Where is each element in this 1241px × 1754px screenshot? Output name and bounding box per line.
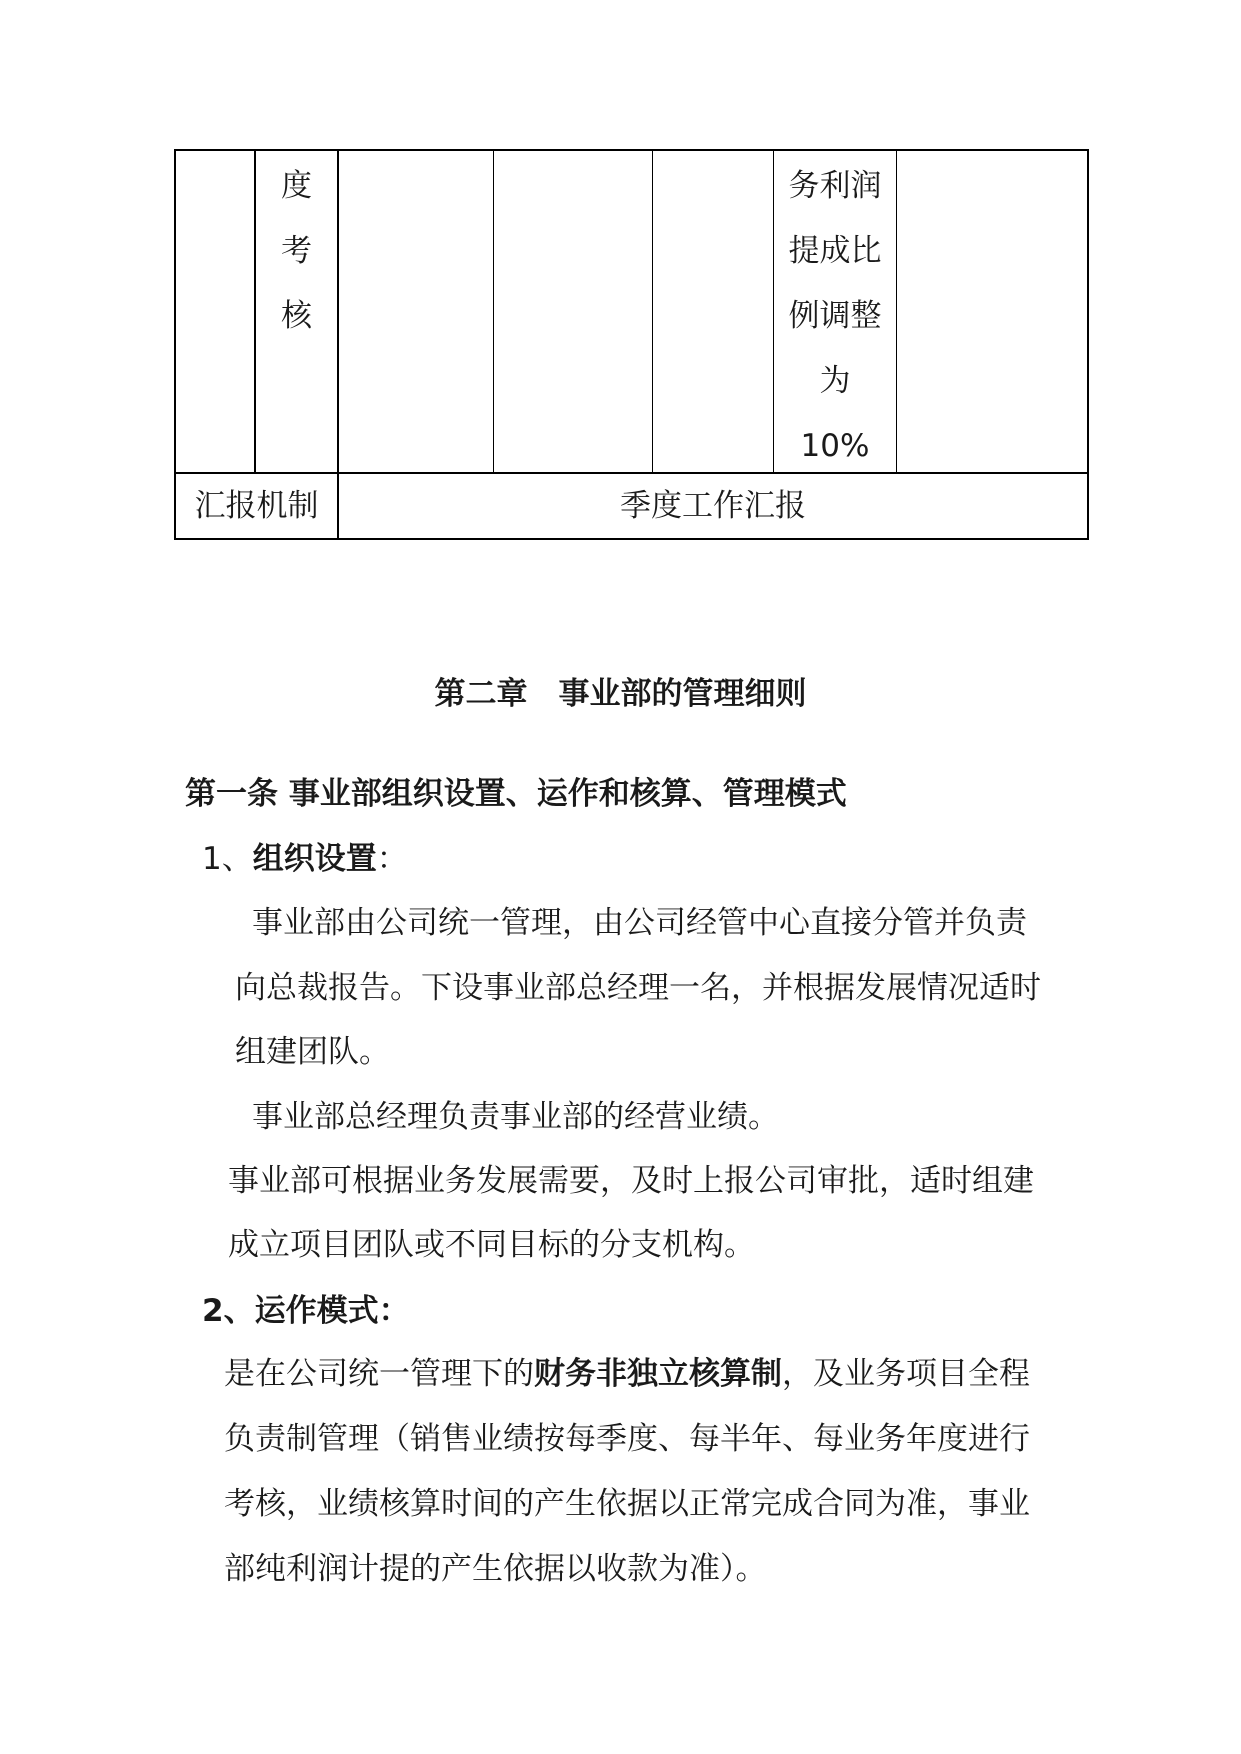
paragraph-line: 向总裁报告。下设事业部总经理一名，并根据发展情况适时 xyxy=(235,970,1041,1006)
paragraph-line: 事业部由公司统一管理，由公司经管中心直接分管并负责 xyxy=(252,905,1027,941)
table-col-divider xyxy=(896,149,897,473)
paragraph-line: 成立项目团队或不同目标的分支机构。 xyxy=(228,1227,755,1263)
table-border-bottom xyxy=(174,538,1089,540)
paragraph-line: 事业部可根据业务发展需要，及时上报公司审批，适时组建 xyxy=(228,1163,1034,1199)
table-col-divider xyxy=(493,149,494,473)
paragraph-line: 负责制管理（销售业绩按每季度、每半年、每业务年度进行 xyxy=(224,1421,1030,1457)
table-cell-report-label: 汇报机制 xyxy=(194,488,319,524)
paragraph-line: 组建团队。 xyxy=(235,1034,390,1070)
table-cell-profit-ratio xyxy=(774,154,896,479)
section-number: 1、 xyxy=(202,841,253,877)
table-cell-char: 度 xyxy=(281,168,312,204)
table-cell-line: 10% xyxy=(800,428,870,464)
table-cell-line: 务利润 xyxy=(788,168,882,204)
paragraph-line: 事业部总经理负责事业部的经营业绩。 xyxy=(252,1099,779,1135)
paragraph-line: 考核，业绩核算时间的产生依据以正常完成合同为准，事业 xyxy=(224,1486,1030,1522)
section-heading-text: 组织设置 xyxy=(252,841,377,877)
table-cell-line: 提成比 xyxy=(788,233,882,269)
table-cell-report-value: 季度工作汇报 xyxy=(620,488,806,524)
table-cell-line: 例调整 xyxy=(788,298,882,334)
table-border-top xyxy=(174,149,1089,151)
paragraph-text: 是在公司统一管理下的 xyxy=(224,1356,534,1392)
table-cell-char: 核 xyxy=(281,298,312,334)
section-heading: 2、运作模式： xyxy=(202,1293,410,1329)
table-border-right xyxy=(1087,149,1089,540)
table-cell-char: 考 xyxy=(281,233,312,269)
paragraph-line xyxy=(224,1348,1030,1393)
table-cell-assessment xyxy=(256,154,337,349)
section-heading-colon: ： xyxy=(376,841,408,877)
section-heading xyxy=(202,833,408,878)
paragraph-text: ，及业务项目全程 xyxy=(782,1356,1030,1392)
chapter-title: 第二章 事业部的管理细则 xyxy=(434,676,807,712)
paragraph-emphasis: 财务非独立核算制 xyxy=(534,1356,782,1392)
article-title: 第一条 事业部组织设置、运作和核算、管理模式 xyxy=(185,776,847,812)
paragraph-line: 部纯利润计提的产生依据以收款为准）。 xyxy=(224,1551,767,1587)
table-col-divider xyxy=(652,149,653,473)
table-cell-line: 为 xyxy=(819,363,851,399)
